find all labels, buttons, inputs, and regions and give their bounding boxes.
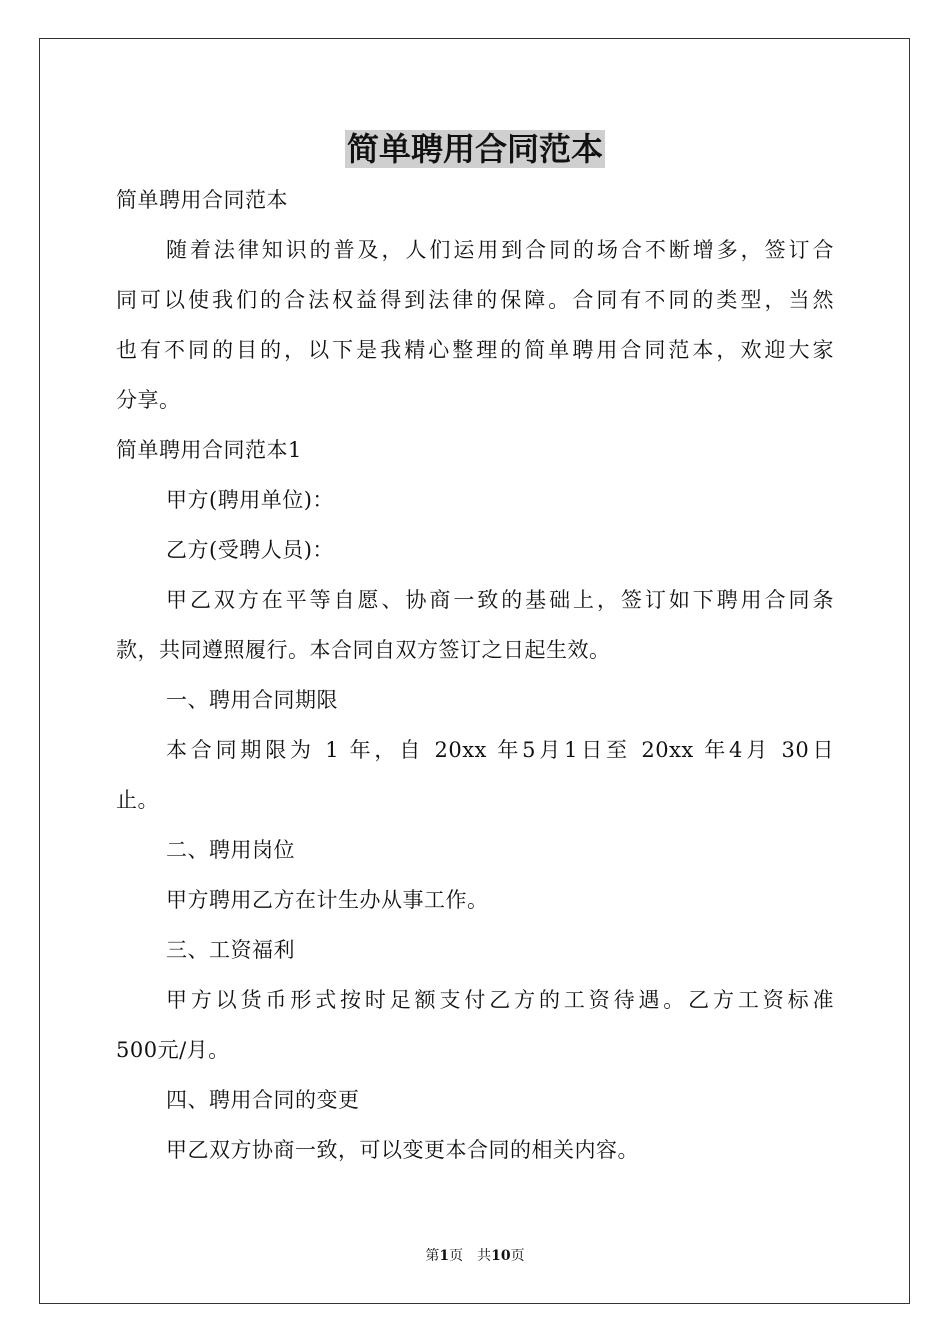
clause-heading: 四、聘用合同的变更	[166, 1088, 360, 1112]
body-line: 款，共同遵照履行。本合同自双方签订之日起生效。	[116, 638, 611, 662]
clause-heading: 一、聘用合同期限	[166, 688, 338, 712]
page-footer	[0, 1246, 950, 1266]
page-current: 1	[439, 1248, 450, 1264]
document-title-text: 简单聘用合同范本	[346, 130, 603, 168]
clause-heading: 三、工资福利	[166, 938, 295, 962]
clause-heading: 二、聘用岗位	[166, 838, 295, 862]
total-unit: 页	[510, 1248, 525, 1264]
body-line: 止。	[116, 788, 159, 812]
page-total: 10	[491, 1248, 511, 1264]
total-prefix: 共	[477, 1248, 492, 1264]
party-b-line: 乙方(受聘人员)：	[166, 538, 334, 562]
document-title	[0, 124, 950, 174]
body-line: 简单聘用合同范本	[116, 188, 288, 212]
body-line: 甲乙双方协商一致，可以变更本合同的相关内容。	[166, 1138, 639, 1162]
body-line: 也有不同的目的，以下是我精心整理的简单聘用合同范本，欢迎大家	[116, 338, 834, 362]
body-line: 500元/月。	[116, 1038, 230, 1062]
body-line: 随着法律知识的普及，人们运用到合同的场合不断增多，签订合	[166, 238, 834, 262]
body-line: 同可以使我们的合法权益得到法律的保障。合同有不同的类型，当然	[116, 288, 834, 312]
body-line: 甲方以货币形式按时足额支付乙方的工资待遇。乙方工资标准	[166, 988, 834, 1012]
page-unit: 页	[449, 1248, 464, 1264]
body-line: 甲方聘用乙方在计生办从事工作。	[166, 888, 489, 912]
party-a-line: 甲方(聘用单位)：	[166, 488, 334, 512]
document-body	[116, 175, 834, 1175]
section-heading: 简单聘用合同范本1	[116, 438, 302, 462]
page-prefix: 第	[425, 1248, 440, 1264]
body-line: 甲乙双方在平等自愿、协商一致的基础上，签订如下聘用合同条	[166, 588, 834, 612]
body-line: 本合同期限为 1 年，自 20xx 年5月1日至 20xx 年4月 30日	[166, 738, 834, 762]
body-line: 分享。	[116, 388, 181, 412]
